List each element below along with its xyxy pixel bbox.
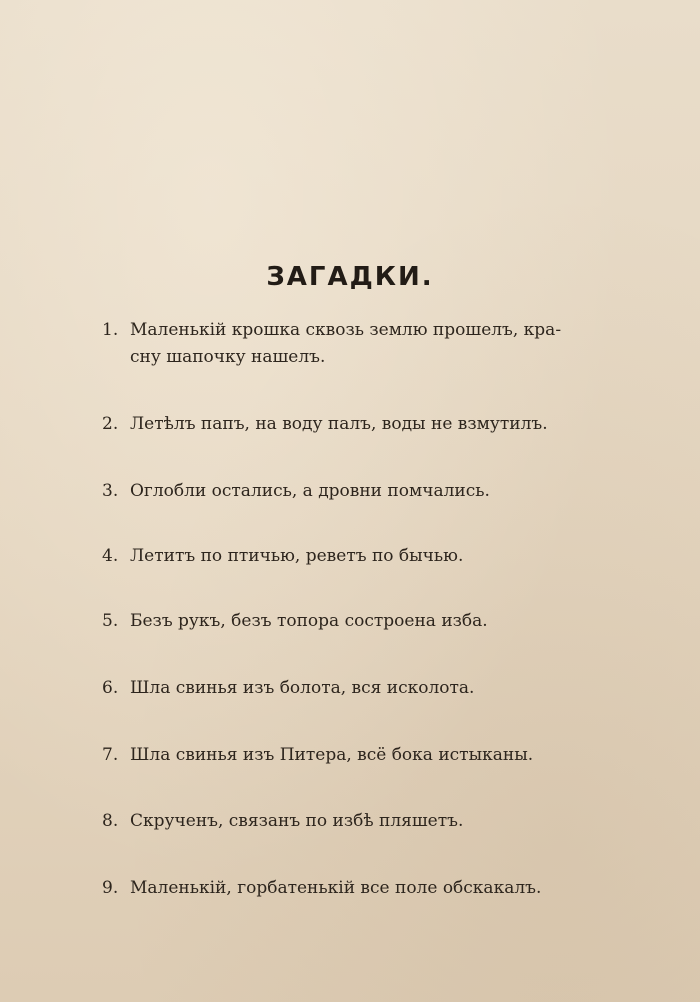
riddle-text: Безъ рукъ, безъ топора состроена изба. — [130, 611, 488, 631]
riddle-text: Маленькій, горбатенькій все поле обскакалъ. — [130, 878, 542, 898]
riddle-number: 7. — [102, 745, 119, 765]
riddle-number: 4. — [102, 546, 119, 566]
riddle-text: Маленькій крошка сквозь землю прошелъ, кра- сну шапочку нашелъ. — [130, 320, 562, 367]
riddle-item — [102, 317, 572, 371]
riddle-item — [102, 478, 572, 505]
riddle-item — [102, 875, 572, 902]
riddle-number: 8. — [102, 811, 119, 831]
riddle-text: Шла свинья изъ Питера, всё бока истыканы. — [130, 745, 534, 765]
riddle-item — [102, 608, 572, 635]
riddle-number: 5. — [102, 611, 119, 631]
riddle-text: Шла свинья изъ болота, вся исколота. — [130, 678, 475, 698]
riddle-item — [102, 543, 572, 570]
riddle-item — [102, 411, 572, 438]
riddle-number: 1. — [102, 320, 119, 340]
riddle-number: 9. — [102, 878, 119, 898]
riddle-text: Летитъ по птичью, реветъ по бычью. — [130, 546, 464, 566]
riddle-number: 6. — [102, 678, 119, 698]
riddle-number: 3. — [102, 481, 119, 501]
riddle-number: 2. — [102, 414, 119, 434]
page-title: ЗАГАДКИ. — [266, 262, 434, 292]
riddle-item — [102, 808, 572, 835]
riddle-item — [102, 675, 572, 702]
riddle-text: Летѣлъ папъ, на воду палъ, воды не взмутилъ. — [130, 414, 548, 434]
riddle-text: Скрученъ, связанъ по избѣ пляшетъ. — [130, 811, 464, 831]
riddle-text: Оглобли остались, а дровни помчались. — [130, 481, 490, 501]
riddle-item — [102, 742, 572, 769]
